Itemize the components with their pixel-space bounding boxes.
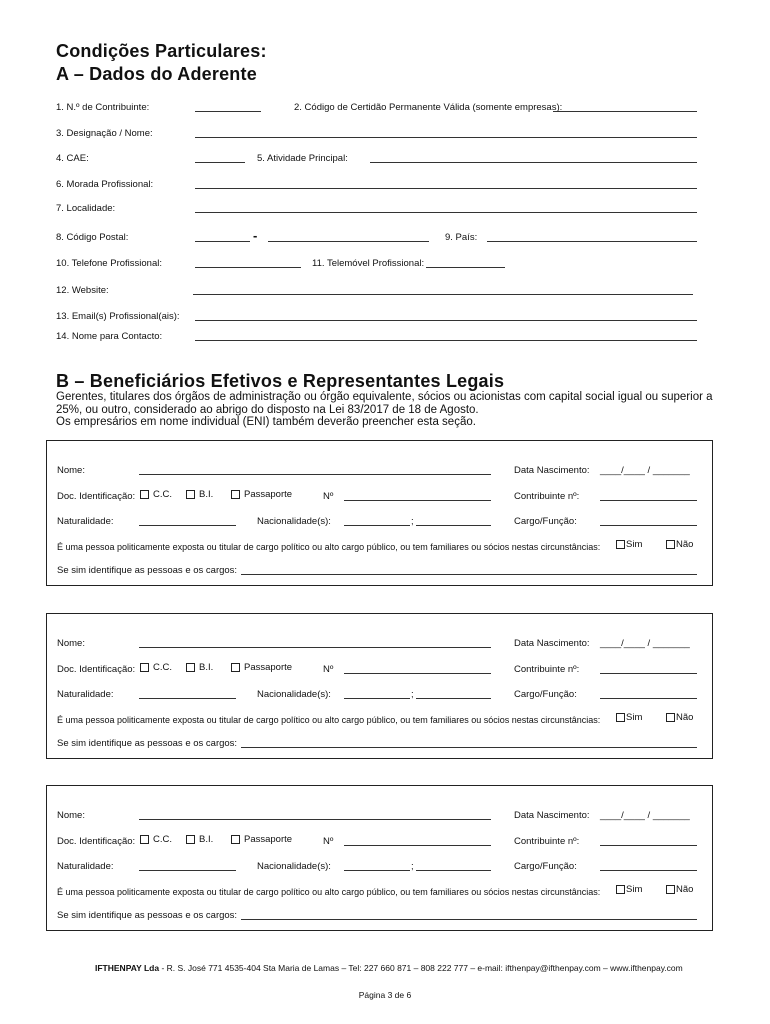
- pep-sim-option[interactable]: [616, 539, 642, 551]
- numero-label: Nº: [323, 836, 334, 847]
- numero-field[interactable]: [344, 500, 491, 501]
- pep-sim-checkbox[interactable]: [616, 713, 625, 722]
- codigo-postal-dash: -: [253, 228, 258, 243]
- nif-label: 1. N.º de Contribuinte:: [56, 102, 150, 113]
- cc-checkbox[interactable]: [140, 835, 149, 844]
- identifique-label: Se sim identifique as pessoas e os cargos:: [57, 565, 238, 576]
- passaporte-checkbox[interactable]: [231, 490, 240, 499]
- identifique-label: Se sim identifique as pessoas e os cargos:: [57, 738, 238, 749]
- naturalidade-field[interactable]: [139, 698, 236, 699]
- pep-nao-option[interactable]: [666, 712, 693, 724]
- data-nascimento-label: Data Nascimento:: [514, 465, 590, 476]
- codigo-postal-field-2[interactable]: [268, 241, 429, 242]
- pep-question: É uma pessoa politicamente exposta ou titular de cargo político ou alto cargo público, ou tem familiares ou sócios nestas circunstâncias:: [57, 542, 601, 552]
- section-a-title: A – Dados do Aderente: [56, 64, 257, 84]
- numero-label: Nº: [323, 664, 334, 675]
- pep-sim-label: Sim: [626, 539, 643, 550]
- doc-label: Doc. Identificação:: [57, 664, 136, 675]
- data-nascimento-label: Data Nascimento:: [514, 810, 590, 821]
- naturalidade-label: Naturalidade:: [57, 689, 114, 700]
- nacionalidade-field-2[interactable]: [416, 698, 491, 699]
- nacionalidade-field-1[interactable]: [344, 870, 410, 871]
- cc-label: C.C.: [153, 834, 172, 845]
- data-nascimento-label: Data Nascimento:: [514, 638, 590, 649]
- localidade-label: 7. Localidade:: [56, 203, 116, 214]
- pep-question: É uma pessoa politicamente exposta ou titular de cargo político ou alto cargo público, ou tem familiares ou sócios nestas circunstâncias:: [57, 715, 601, 725]
- contacto-field[interactable]: [195, 340, 697, 341]
- beneficiary-form: [46, 613, 713, 759]
- pep-sim-checkbox[interactable]: [616, 885, 625, 894]
- pep-nao-label: Não: [676, 884, 694, 895]
- pep-nao-checkbox[interactable]: [666, 885, 675, 894]
- cc-checkbox[interactable]: [140, 663, 149, 672]
- localidade-field[interactable]: [195, 212, 697, 213]
- contribuinte-label: Contribuinte nº:: [514, 664, 580, 675]
- identifique-field[interactable]: [241, 574, 697, 575]
- cargo-field[interactable]: [600, 870, 697, 871]
- nacionalidade-separator: ;: [411, 689, 414, 700]
- nacionalidade-separator: ;: [411, 861, 414, 872]
- morada-field[interactable]: [195, 188, 697, 189]
- intro-line-1: Gerentes, titulares dos órgãos de administração ou órgão equivalente, sócios ou acionistas com capital social igual ou superior a: [56, 391, 713, 403]
- pais-label: 9. País:: [445, 232, 478, 243]
- nif-field[interactable]: [195, 111, 261, 112]
- bi-option[interactable]: [186, 662, 213, 674]
- cargo-field[interactable]: [600, 698, 697, 699]
- nome-field[interactable]: [139, 819, 491, 820]
- cc-label: C.C.: [153, 489, 172, 500]
- cc-label: C.C.: [153, 662, 172, 673]
- atividade-field[interactable]: [370, 162, 697, 163]
- identifique-field[interactable]: [241, 919, 697, 920]
- nome-label: Nome:: [57, 810, 85, 821]
- email-field[interactable]: [195, 320, 697, 321]
- codigo-postal-label: 8. Código Postal:: [56, 232, 129, 243]
- cae-label: 4. CAE:: [56, 153, 89, 164]
- bi-checkbox[interactable]: [186, 663, 195, 672]
- pais-field[interactable]: [487, 241, 697, 242]
- naturalidade-field[interactable]: [139, 870, 236, 871]
- passaporte-option[interactable]: [231, 834, 292, 846]
- footer-contact: [95, 963, 683, 973]
- cc-option[interactable]: [140, 834, 172, 846]
- cc-checkbox[interactable]: [140, 490, 149, 499]
- page-title: Condições Particulares:: [56, 41, 267, 61]
- contribuinte-label: Contribuinte nº:: [514, 836, 580, 847]
- pep-question: É uma pessoa politicamente exposta ou titular de cargo político ou alto cargo público, ou tem familiares ou sócios nestas circunstâncias:: [57, 887, 601, 897]
- cargo-label: Cargo/Função:: [514, 516, 577, 527]
- contribuinte-field[interactable]: [600, 500, 697, 501]
- identifique-label: Se sim identifique as pessoas e os cargos:: [57, 910, 238, 921]
- telemovel-field[interactable]: [426, 267, 505, 268]
- doc-label: Doc. Identificação:: [57, 491, 136, 502]
- nome-label: Nome:: [57, 465, 85, 476]
- passaporte-option[interactable]: [231, 489, 292, 501]
- footer-address: - R. S. José 771 4535-404 Sta Maria de Lamas – Tel: 227 660 871 – 808 222 777 – e-mail: ifthenpay@ifthenpay.com – www.ifthenpay.com: [159, 963, 683, 973]
- contacto-label: 14. Nome para Contacto:: [56, 331, 163, 342]
- numero-field[interactable]: [344, 845, 491, 846]
- naturalidade-label: Naturalidade:: [57, 516, 114, 527]
- nacionalidade-field-2[interactable]: [416, 525, 491, 526]
- identifique-field[interactable]: [241, 747, 697, 748]
- doc-label: Doc. Identificação:: [57, 836, 136, 847]
- numero-field[interactable]: [344, 673, 491, 674]
- morada-label: 6. Morada Profissional:: [56, 179, 154, 190]
- atividade-label: 5. Atividade Principal:: [257, 153, 348, 164]
- passaporte-option[interactable]: [231, 662, 292, 674]
- passaporte-checkbox[interactable]: [231, 663, 240, 672]
- nacionalidade-field-1[interactable]: [344, 698, 410, 699]
- telefone-label: 10. Telefone Profissional:: [56, 258, 162, 269]
- intro-line-3: Os empresários em nome individual (ENI) também deverão preencher esta seção.: [56, 416, 476, 428]
- passaporte-label: Passaporte: [244, 489, 293, 500]
- bi-checkbox[interactable]: [186, 490, 195, 499]
- pep-sim-option[interactable]: [616, 712, 642, 724]
- pep-nao-label: Não: [676, 539, 694, 550]
- nacionalidade-separator: ;: [411, 516, 414, 527]
- bi-label: B.I.: [199, 489, 214, 500]
- pep-nao-option[interactable]: [666, 539, 693, 551]
- certidao-label: 2. Código de Certidão Permanente Válida (somente empresas):: [294, 102, 563, 113]
- data-nascimento-field[interactable]: ____/____ / _______: [600, 810, 690, 821]
- cc-option[interactable]: [140, 489, 172, 501]
- section-b-intro: [56, 391, 726, 429]
- contribuinte-label: Contribuinte nº:: [514, 491, 580, 502]
- website-field[interactable]: [193, 294, 693, 295]
- nome-label: Nome:: [57, 638, 85, 649]
- passaporte-label: Passaporte: [244, 662, 293, 673]
- data-nascimento-field[interactable]: ____/____ / _______: [600, 465, 690, 476]
- beneficiary-form: [46, 440, 713, 586]
- designacao-label: 3. Designação / Nome:: [56, 128, 153, 139]
- bi-label: B.I.: [199, 662, 214, 673]
- nacionalidade-field-1[interactable]: [344, 525, 410, 526]
- nacionalidades-label: Nacionalidade(s):: [257, 689, 331, 700]
- cae-field[interactable]: [195, 162, 245, 163]
- telefone-field[interactable]: [195, 267, 301, 268]
- pep-sim-label: Sim: [626, 884, 643, 895]
- pep-nao-label: Não: [676, 712, 694, 723]
- codigo-postal-field-1[interactable]: [195, 241, 250, 242]
- bi-checkbox[interactable]: [186, 835, 195, 844]
- naturalidade-field[interactable]: [139, 525, 236, 526]
- contribuinte-field[interactable]: [600, 845, 697, 846]
- intro-line-2: 25%, ou outro, considerado ao abrigo do disposto na Lei 83/2017 de 18 de Agosto.: [56, 403, 479, 416]
- numero-label: Nº: [323, 491, 334, 502]
- contribuinte-field[interactable]: [600, 673, 697, 674]
- bi-option[interactable]: [186, 834, 213, 846]
- pep-nao-checkbox[interactable]: [666, 540, 675, 549]
- cargo-label: Cargo/Função:: [514, 689, 577, 700]
- section-b-title: B – Beneficiários Efetivos e Representantes Legais: [56, 371, 505, 391]
- pep-sim-option[interactable]: [616, 884, 642, 896]
- cargo-field[interactable]: [600, 525, 697, 526]
- bi-option[interactable]: [186, 489, 213, 501]
- page-number: Página 3 de 6: [358, 990, 412, 1000]
- pep-nao-option[interactable]: [666, 884, 693, 896]
- beneficiary-form: [46, 785, 713, 931]
- email-label: 13. Email(s) Profissional(ais):: [56, 311, 180, 322]
- certidao-field[interactable]: [553, 111, 697, 112]
- nacionalidades-label: Nacionalidade(s):: [257, 861, 331, 872]
- data-nascimento-field[interactable]: ____/____ / _______: [600, 638, 690, 649]
- pep-sim-checkbox[interactable]: [616, 540, 625, 549]
- nacionalidades-label: Nacionalidade(s):: [257, 516, 331, 527]
- passaporte-label: Passaporte: [244, 834, 293, 845]
- telemovel-label: 11. Telemóvel Profissional:: [312, 258, 425, 269]
- cargo-label: Cargo/Função:: [514, 861, 577, 872]
- nacionalidade-field-2[interactable]: [416, 870, 491, 871]
- bi-label: B.I.: [199, 834, 214, 845]
- footer-company: IFTHENPAY Lda: [95, 963, 160, 973]
- passaporte-checkbox[interactable]: [231, 835, 240, 844]
- nome-field[interactable]: [139, 647, 491, 648]
- website-label: 12. Website:: [56, 285, 109, 296]
- pep-nao-checkbox[interactable]: [666, 713, 675, 722]
- designacao-field[interactable]: [195, 137, 697, 138]
- pep-sim-label: Sim: [626, 712, 643, 723]
- nome-field[interactable]: [139, 474, 491, 475]
- cc-option[interactable]: [140, 662, 172, 674]
- naturalidade-label: Naturalidade:: [57, 861, 114, 872]
